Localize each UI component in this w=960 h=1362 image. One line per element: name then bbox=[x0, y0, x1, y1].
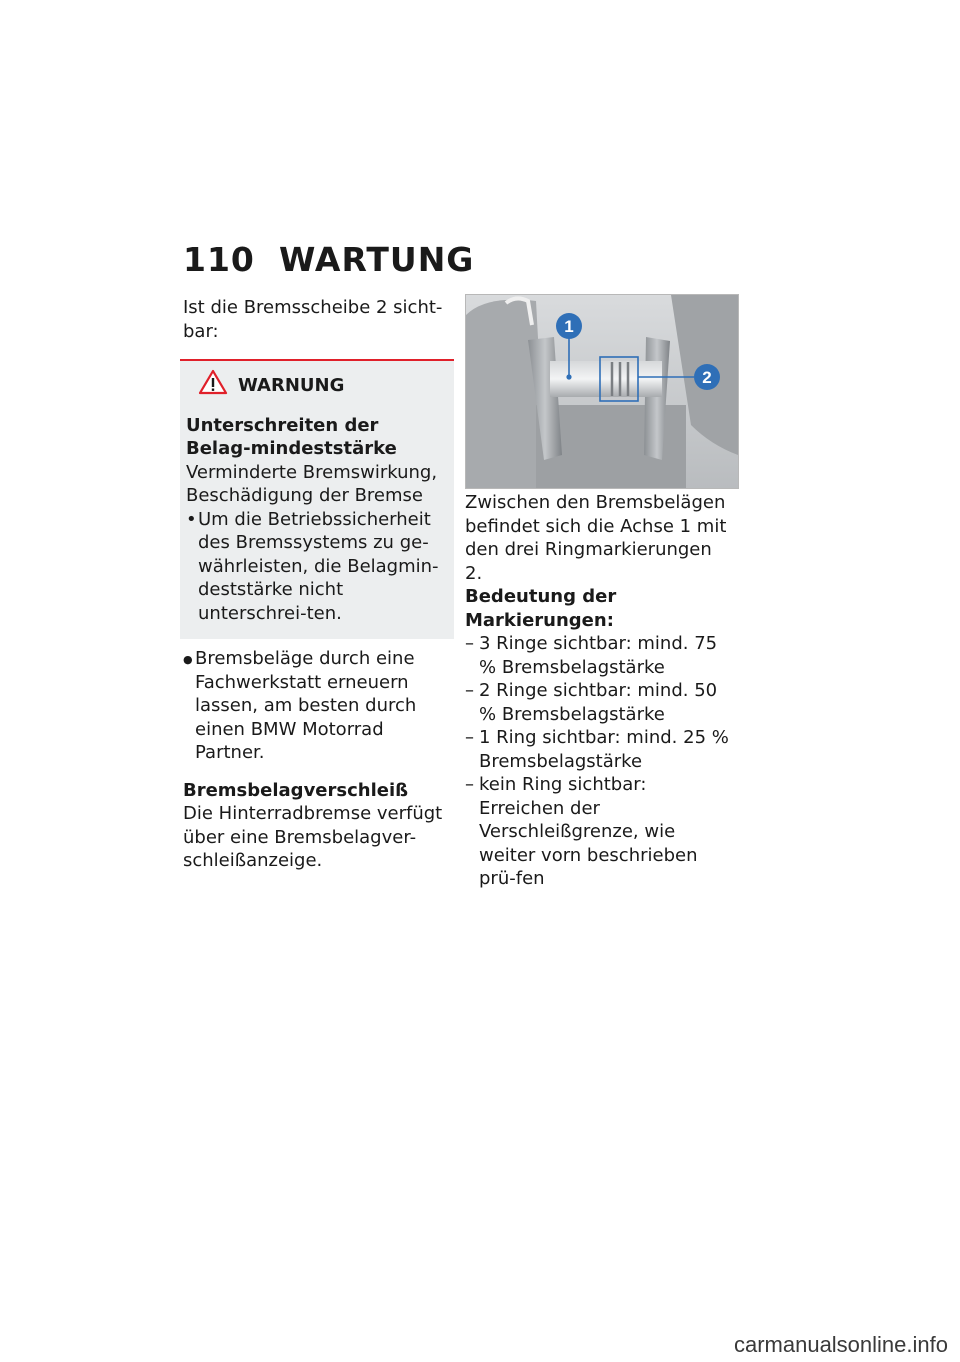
warning-box bbox=[180, 359, 454, 639]
mark-item-3: – 1 Ring sichtbar: mind. 25 % Bremsbelagstärke bbox=[465, 726, 733, 773]
section-text: Die Hinterradbremse verfügt über eine Bremsbelagver-schleißanzeige. bbox=[183, 803, 443, 871]
mark-item-1: – 3 Ringe sichtbar: mind. 75 % Bremsbelagstärke bbox=[465, 632, 733, 679]
warning-consequence: Verminderte Bremswirkung, Beschädigung der Bremse bbox=[186, 461, 438, 506]
callout-1: 1 bbox=[564, 317, 574, 336]
watermark: carmanualsonline.info bbox=[733, 1332, 948, 1357]
brake-pad-figure bbox=[465, 294, 739, 489]
mark-item-2: – 2 Ringe sichtbar: mind. 50 % Bremsbelagstärke bbox=[465, 679, 733, 726]
action-step: ● Bremsbeläge durch eine Fachwerkstatt erneuern lassen, am besten durch einen BMW Motorrad Partner. bbox=[183, 647, 451, 765]
warning-headline: Unterschreiten der Belag-mindeststärke bbox=[186, 414, 397, 459]
page-number: 110 bbox=[183, 240, 255, 279]
marks-title: Bedeutung der Markierungen: bbox=[465, 586, 617, 631]
mark-item-4: – kein Ring sichtbar: Erreichen der Verschleißgrenze, wie weiter vorn beschrieben prü-fen bbox=[465, 773, 733, 891]
page-header bbox=[183, 240, 474, 279]
callout-2: 2 bbox=[702, 368, 712, 387]
warning-header bbox=[198, 369, 448, 402]
left-column bbox=[183, 296, 451, 873]
right-column bbox=[465, 491, 733, 891]
intro-text: Ist die Bremsscheibe 2 sicht-bar: bbox=[183, 297, 443, 342]
section-title: Bremsbelagverschleiß bbox=[183, 779, 409, 801]
warning-bullet: • Um die Betriebssicherheit des Bremssystems zu ge-währleisten, die Belagmin-deststärke nicht unterschrei-ten. bbox=[186, 508, 448, 626]
figure-caption: Zwischen den Bremsbelägen befindet sich die Achse 1 mit den drei Ringmarkierungen 2. bbox=[465, 492, 727, 584]
chapter-title: WARTUNG bbox=[279, 240, 475, 279]
warning-title: WARNUNG bbox=[238, 374, 345, 396]
warning-triangle-icon bbox=[198, 369, 228, 402]
